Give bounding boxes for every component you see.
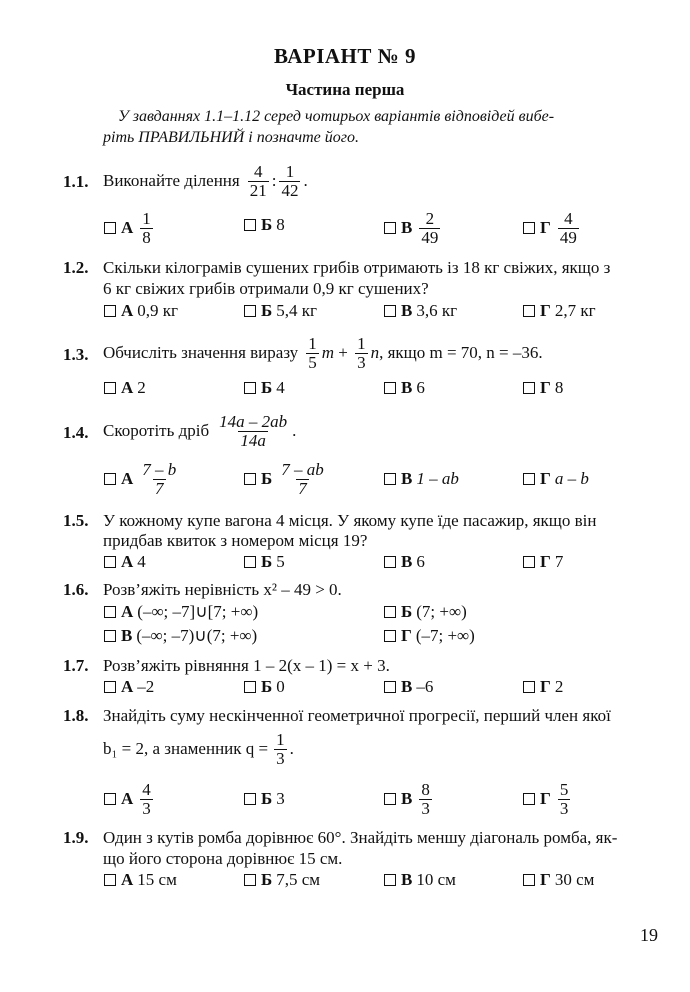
checkbox[interactable]: [104, 305, 116, 317]
checkbox[interactable]: [523, 556, 535, 568]
question-text: Знайдіть суму нескінченної геометричної прогресії, перший член якої: [103, 706, 611, 725]
checkbox[interactable]: [384, 681, 396, 693]
checkbox[interactable]: [104, 606, 116, 618]
option-d[interactable]: Г (–7; +∞): [384, 626, 475, 646]
checkbox[interactable]: [244, 305, 256, 317]
option-b[interactable]: Б 4: [244, 378, 285, 398]
option-d[interactable]: Г $\frac{5}{3}$: [523, 778, 573, 820]
option-c[interactable]: В 3,6 кг: [384, 301, 457, 321]
checkbox[interactable]: [104, 681, 116, 693]
option-c[interactable]: В (–∞; –7)∪(7; +∞): [104, 626, 257, 646]
checkbox[interactable]: [384, 382, 396, 394]
fraction: $\frac{8}{3}$: [421, 779, 430, 818]
question-text: Розв’яжіть нерівність x² – 49 > 0.: [103, 580, 342, 599]
option-a[interactable]: А 0,9 кг: [104, 301, 178, 321]
checkbox[interactable]: [244, 793, 256, 805]
option-c[interactable]: В 1 – ab: [384, 469, 459, 489]
option-c[interactable]: В 6: [384, 552, 425, 572]
option-b[interactable]: Б 5,4 кг: [244, 301, 317, 321]
checkbox[interactable]: [244, 874, 256, 886]
question-text: Скільки кілограмів сушених грибів отримають із 18 кг свіжих, якщо з: [103, 258, 611, 277]
fraction: $\frac{1}{8}$: [142, 208, 151, 247]
question-text: Розв’яжіть рівняння 1 – 2(x – 1) = x + 3.: [103, 656, 390, 675]
checkbox[interactable]: [384, 874, 396, 886]
checkbox[interactable]: [384, 222, 396, 234]
question-1-1: Виконайте ділення $\frac{4}{21}$ : $\frac{1}{42}$ .: [103, 161, 308, 200]
checkbox[interactable]: [384, 630, 396, 642]
checkbox[interactable]: [523, 382, 535, 394]
checkbox[interactable]: [104, 556, 116, 568]
checkbox[interactable]: [384, 606, 396, 618]
checkbox[interactable]: [104, 874, 116, 886]
checkbox[interactable]: [244, 382, 256, 394]
option-b[interactable]: Б 8: [244, 215, 285, 235]
instruction-line-2: ріть ПРАВИЛЬНИЙ і позначте його.: [103, 129, 359, 146]
instruction-line-1: У завданнях 1.1–1.12 серед чотирьох варіантів відповідей вибе-: [118, 108, 555, 125]
option-b[interactable]: Б 5: [244, 552, 285, 572]
option-a[interactable]: А (–∞; –7]∪[7; +∞): [104, 602, 258, 622]
question-number: 1.2.: [63, 258, 89, 277]
checkbox[interactable]: [523, 222, 535, 234]
fraction: $\frac{14a - 2ab}{14a}$: [219, 411, 288, 450]
checkbox[interactable]: [244, 219, 256, 231]
checkbox[interactable]: [523, 305, 535, 317]
checkbox[interactable]: [523, 793, 535, 805]
question-number: 1.9.: [63, 828, 89, 847]
question-text: 6 кг свіжих грибів отримали 0,9 кг сушених?: [103, 279, 429, 298]
option-d[interactable]: Г $\frac{4}{49}$: [523, 207, 582, 249]
page-title: ВАРІАНТ № 9: [274, 44, 416, 68]
question-number: 1.3.: [63, 345, 89, 364]
checkbox[interactable]: [104, 793, 116, 805]
option-d[interactable]: Г 2: [523, 677, 563, 697]
checkbox[interactable]: [104, 473, 116, 485]
fraction: $\frac{5}{3}$: [559, 779, 569, 818]
question-text: придбав квиток з номером місця 19?: [103, 531, 368, 550]
question-text: Один з кутів ромба дорівнює 60°. Знайдіть меншу діагональ ромба, як-: [103, 828, 618, 847]
fraction: $\frac{4}{3}$: [142, 779, 151, 818]
question-text: Виконайте ділення: [103, 171, 240, 190]
section-title: Частина перша: [285, 80, 405, 99]
question-number: 1.4.: [63, 423, 89, 442]
option-c[interactable]: В 10 см: [384, 870, 456, 890]
checkbox[interactable]: [244, 473, 256, 485]
question-number: 1.5.: [63, 511, 89, 530]
question-1-8-line-2: b₁ = 2, а знаменник q = $\frac{1}{3}$ .: [103, 729, 294, 768]
question-1-4: Скоротіть дріб $\frac{14a - 2ab}{14a}$ .: [103, 411, 297, 450]
option-d[interactable]: Г 2,7 кг: [523, 301, 596, 321]
option-a[interactable]: А 4: [104, 552, 146, 572]
fraction: $\frac{1}{5}$: [308, 333, 317, 372]
fraction: $\frac{4}{21}$: [249, 161, 267, 200]
checkbox[interactable]: [523, 473, 535, 485]
question-1-3: Обчисліть значення виразу $\frac{1}{5}$ m + $\frac{1}{3}$ n , якщо m = 70, n = –36.: [103, 333, 543, 372]
option-c[interactable]: В 6: [384, 378, 425, 398]
checkbox[interactable]: [523, 874, 535, 886]
option-d[interactable]: Г 8: [523, 378, 563, 398]
checkbox[interactable]: [104, 630, 116, 642]
fraction: $\frac{7 - b}{7}$: [142, 459, 177, 498]
option-b[interactable]: Б (7; +∞): [384, 602, 467, 622]
page-number: 19: [640, 925, 658, 945]
checkbox[interactable]: [104, 222, 116, 234]
fraction: $\frac{1}{42}$: [281, 161, 299, 200]
checkbox[interactable]: [244, 681, 256, 693]
option-d[interactable]: Г 30 см: [523, 870, 594, 890]
checkbox[interactable]: [384, 793, 396, 805]
option-a[interactable]: А 15 см: [104, 870, 177, 890]
question-text: що його сторона дорівнює 15 см.: [103, 849, 343, 868]
option-b[interactable]: Б 3: [244, 789, 285, 809]
option-a[interactable]: А 2: [104, 378, 146, 398]
option-d[interactable]: Г a – b: [523, 469, 589, 489]
fraction: $\frac{2}{49}$: [421, 208, 439, 247]
option-c[interactable]: В $\frac{2}{49}$: [384, 207, 443, 249]
question-number: 1.7.: [63, 656, 89, 675]
option-c[interactable]: В –6: [384, 677, 433, 697]
option-b[interactable]: Б $\frac{7 - ab}{7}$: [244, 458, 329, 500]
option-b[interactable]: Б 7,5 см: [244, 870, 320, 890]
question-number: 1.6.: [63, 580, 89, 599]
checkbox[interactable]: [384, 305, 396, 317]
option-b[interactable]: Б 0: [244, 677, 285, 697]
fraction: $\frac{7 - ab}{7}$: [281, 459, 324, 498]
fraction: $\frac{1}{3}$: [357, 333, 366, 372]
option-c[interactable]: В $\frac{8}{3}$: [384, 778, 435, 820]
checkbox[interactable]: [244, 556, 256, 568]
option-a[interactable]: А $\frac{4}{3}$: [104, 778, 156, 820]
checkbox[interactable]: [104, 382, 116, 394]
fraction: $\frac{4}{49}$: [559, 208, 577, 247]
option-a[interactable]: А $\frac{1}{8}$: [104, 207, 156, 249]
option-a[interactable]: А –2: [104, 677, 154, 697]
checkbox[interactable]: [523, 681, 535, 693]
fraction: $\frac{1}{3}$: [276, 729, 285, 768]
question-number: 1.1.: [63, 172, 89, 191]
checkbox[interactable]: [384, 556, 396, 568]
checkbox[interactable]: [384, 473, 396, 485]
option-d[interactable]: Г 7: [523, 552, 563, 572]
option-a[interactable]: А $\frac{7 - b}{7}$: [104, 458, 181, 500]
question-text: У кожному купе вагона 4 місця. У якому купе їде пасажир, якщо він: [103, 511, 597, 530]
question-number: 1.8.: [63, 706, 89, 725]
